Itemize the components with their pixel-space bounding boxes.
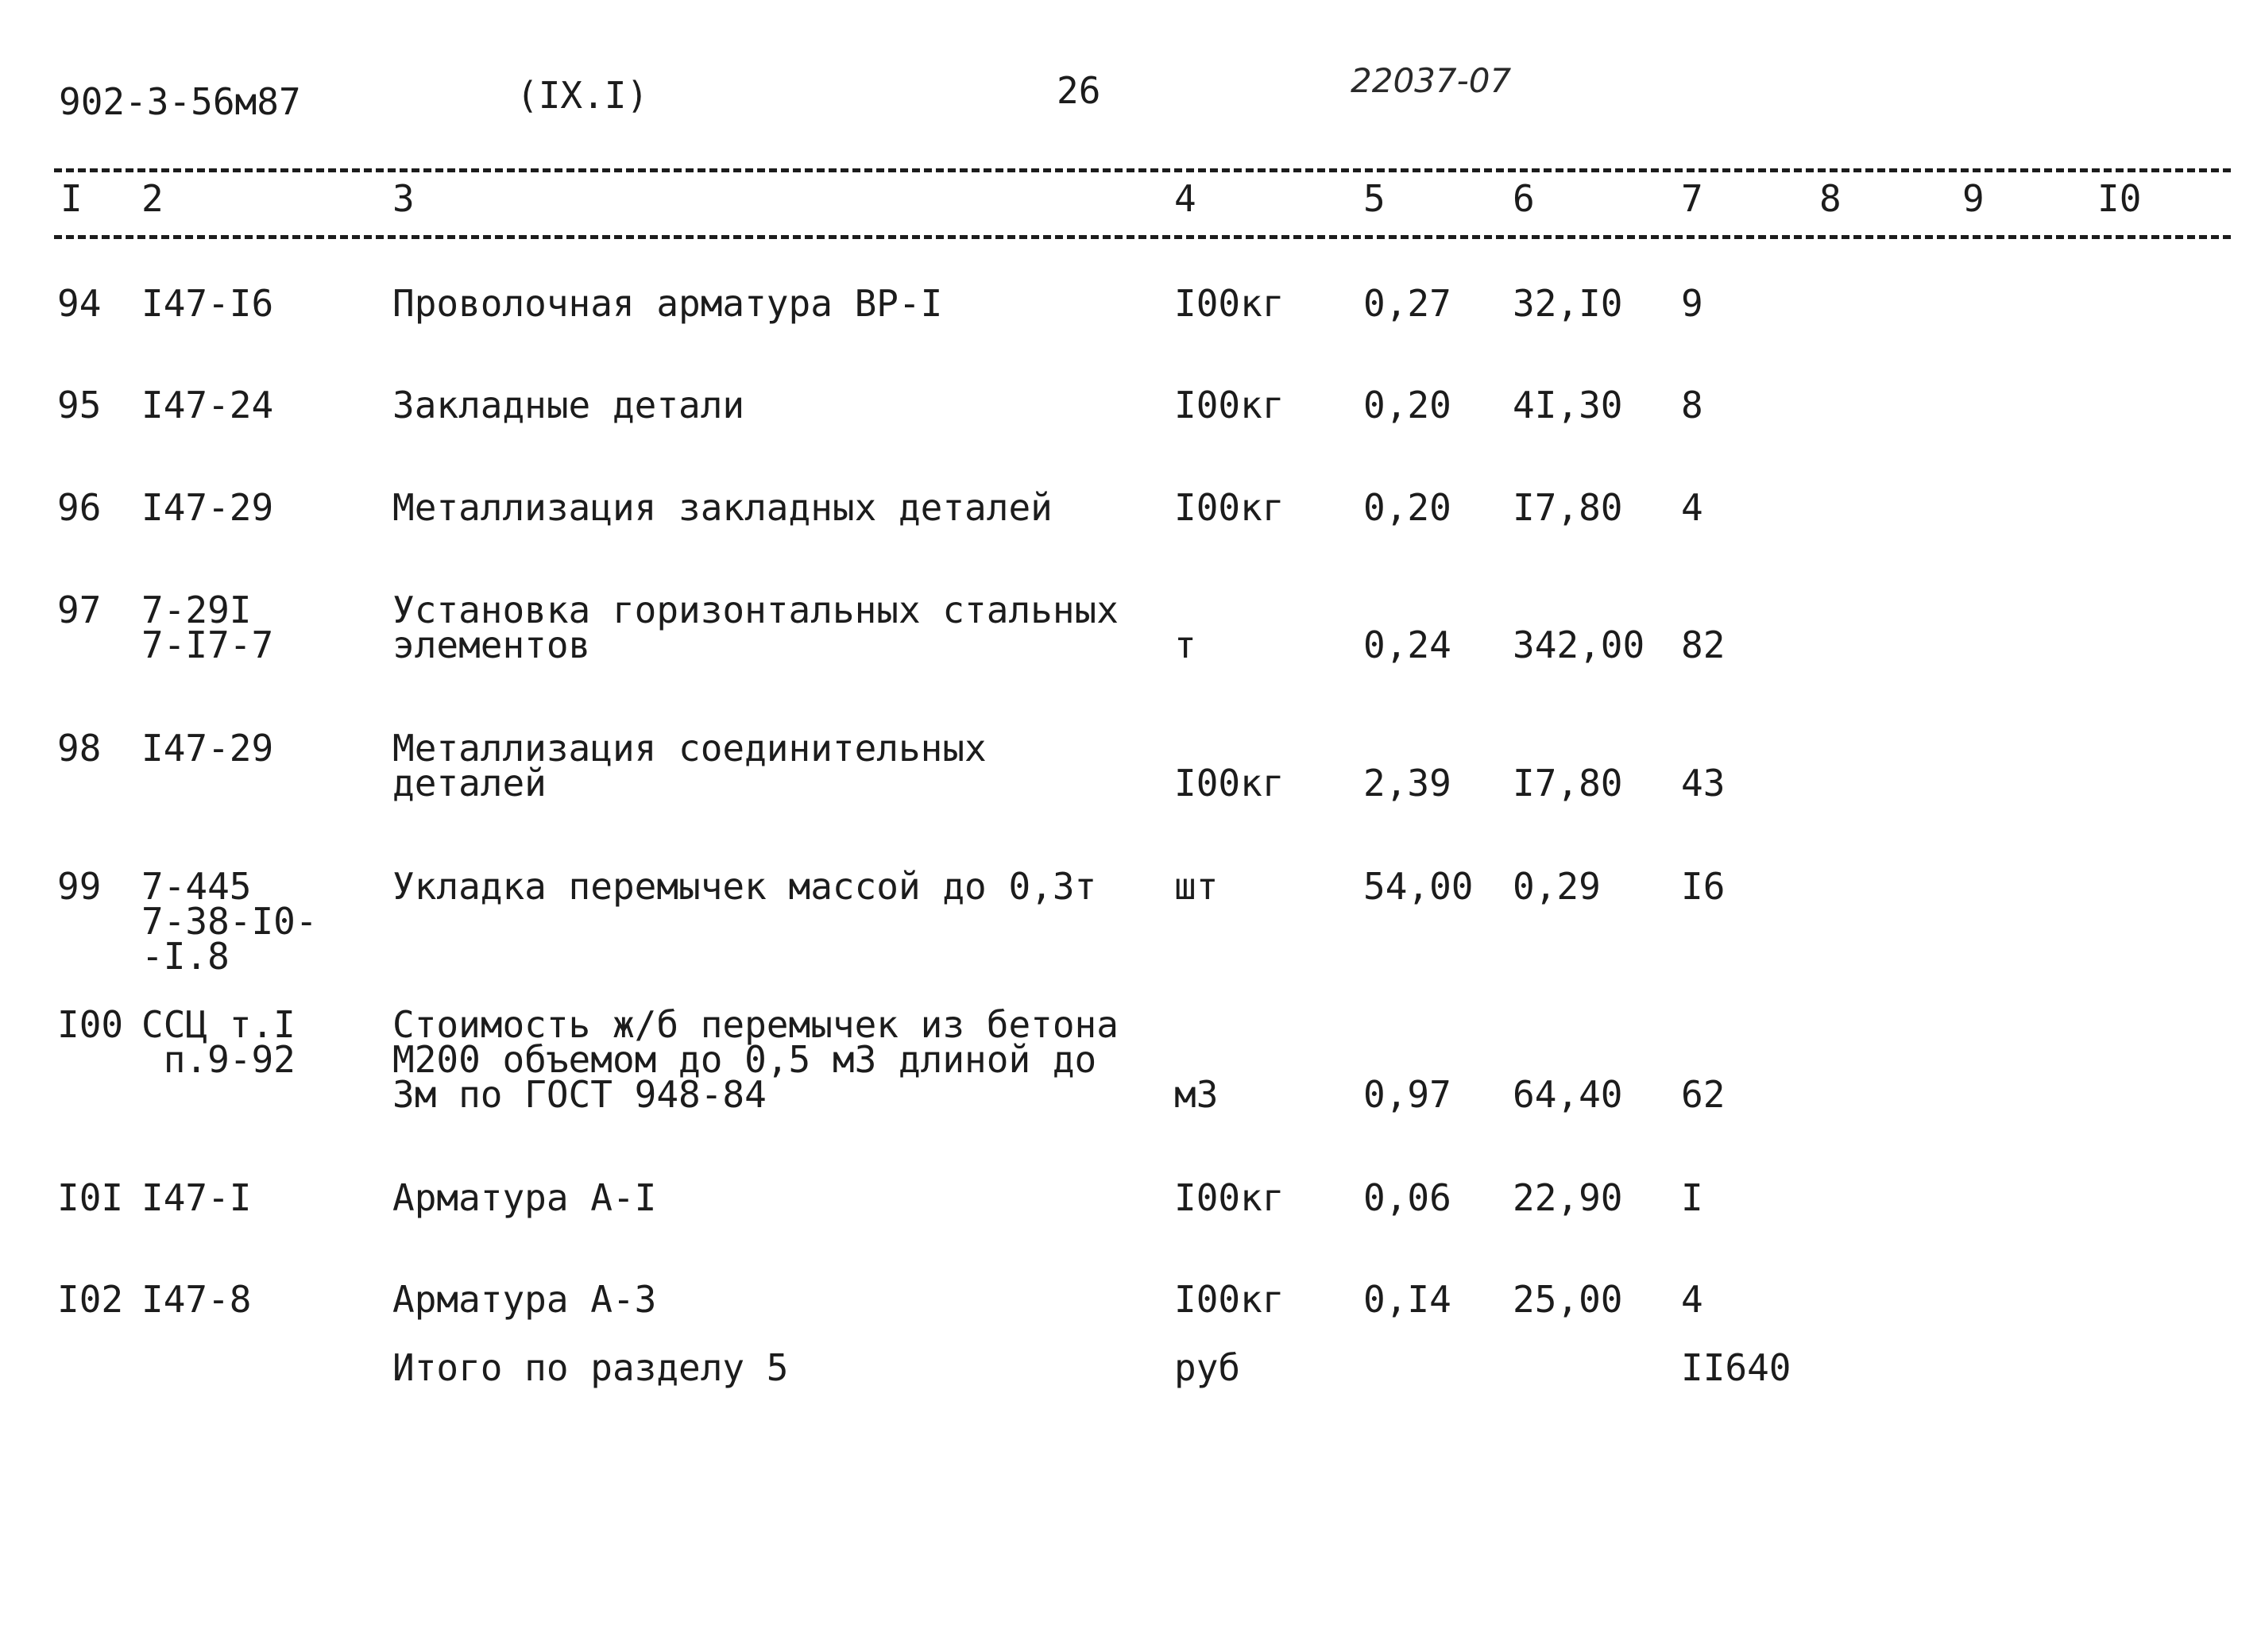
column-number-7: 7 [1681, 177, 1703, 220]
unit: т [1174, 623, 1196, 666]
rate-code: 7-445 7-38-I0- -I.8 [141, 865, 318, 978]
rate-code: I47-29 [141, 486, 274, 529]
quantity: 2,39 [1363, 762, 1451, 805]
total-cost: 4 [1681, 486, 1703, 529]
quantity: 0,97 [1363, 1073, 1451, 1116]
row-number: 95 [57, 384, 102, 427]
unit: I00кг [1174, 1176, 1285, 1219]
work-description: Арматура А-3 [392, 1278, 657, 1321]
rate-code: I47-I6 [141, 282, 274, 325]
column-number-3: 3 [392, 177, 415, 220]
total-cost: 82 [1681, 623, 1726, 666]
work-description: Закладные детали [392, 384, 745, 427]
total-cost: 4 [1681, 1278, 1703, 1321]
unit-price: 22,90 [1513, 1176, 1623, 1219]
row-number: I0I [57, 1176, 124, 1219]
rate-code: ССЦ т.I п.9-92 [141, 1003, 296, 1081]
quantity: 0,06 [1363, 1176, 1451, 1219]
section-label: (IX.I) [516, 74, 649, 117]
unit-price: 342,00 [1513, 623, 1645, 666]
handwritten-reference: 22037-07 [1351, 61, 1512, 100]
work-description: Укладка перемычек массой до 0,3т [392, 865, 1097, 908]
total-cost: 43 [1681, 762, 1726, 805]
column-number-1: I [60, 177, 83, 220]
quantity: 54,00 [1363, 865, 1474, 908]
document-code: 902-3-56м87 [59, 80, 301, 123]
work-description: Установка горизонтальных стальных элементов [392, 589, 1119, 666]
work-description: Проволочная арматура ВР-I [392, 282, 943, 325]
unit: I00кг [1174, 486, 1285, 529]
total-cost: 9 [1681, 282, 1703, 325]
quantity: 0,20 [1363, 384, 1451, 427]
row-number: 96 [57, 486, 102, 529]
unit: I00кг [1174, 384, 1285, 427]
unit: м3 [1174, 1073, 1219, 1116]
quantity: 0,20 [1363, 486, 1451, 529]
column-number-8: 8 [1819, 177, 1842, 220]
total-cost: 8 [1681, 384, 1703, 427]
row-number: 99 [57, 865, 102, 908]
unit-price: 32,I0 [1513, 282, 1623, 325]
row-number: I02 [57, 1278, 124, 1321]
rate-code: 7-29I 7-I7-7 [141, 589, 274, 666]
work-description: Арматура А-I [392, 1176, 657, 1219]
column-number-6: 6 [1513, 177, 1535, 220]
work-description: Металлизация закладных деталей [392, 486, 1053, 529]
unit: шт [1174, 865, 1219, 908]
rate-code: I47-24 [141, 384, 274, 427]
unit-price: 4I,30 [1513, 384, 1623, 427]
total-cost: 62 [1681, 1073, 1726, 1116]
header-top-rule [54, 168, 2231, 172]
unit-price: 25,00 [1513, 1278, 1623, 1321]
row-number: 94 [57, 282, 102, 325]
unit-price: 0,29 [1513, 865, 1601, 908]
unit-price: I7,80 [1513, 762, 1623, 805]
rate-code: I47-I [141, 1176, 252, 1219]
column-number-5: 5 [1363, 177, 1386, 220]
header-bottom-rule [54, 235, 2231, 239]
column-number-4: 4 [1174, 177, 1196, 220]
work-description: Металлизация соединительных деталей [392, 727, 987, 805]
work-description: Стоимость ж/б перемычек из бетона М200 объемом до 0,5 м3 длиной до 3м по ГОСТ 948-84 [392, 1003, 1119, 1116]
quantity: 0,27 [1363, 282, 1451, 325]
total-cost: I6 [1681, 865, 1726, 908]
page-number: 26 [1057, 69, 1101, 112]
unit-price: I7,80 [1513, 486, 1623, 529]
quantity: 0,24 [1363, 623, 1451, 666]
unit-price: 64,40 [1513, 1073, 1623, 1116]
unit: I00кг [1174, 1278, 1285, 1321]
rate-code: I47-29 [141, 727, 274, 770]
row-number: 98 [57, 727, 102, 770]
rate-code: I47-8 [141, 1278, 252, 1321]
section-total-unit: руб [1174, 1346, 1241, 1389]
section-total-value: II640 [1681, 1346, 1791, 1389]
column-number-10: I0 [2097, 177, 2142, 220]
column-number-9: 9 [1962, 177, 1985, 220]
quantity: 0,I4 [1363, 1278, 1451, 1321]
unit: I00кг [1174, 282, 1285, 325]
row-number: 97 [57, 589, 102, 631]
section-total-label: Итого по разделу 5 [392, 1346, 789, 1389]
total-cost: I [1681, 1176, 1703, 1219]
column-number-2: 2 [141, 177, 164, 220]
row-number: I00 [57, 1003, 124, 1046]
unit: I00кг [1174, 762, 1285, 805]
